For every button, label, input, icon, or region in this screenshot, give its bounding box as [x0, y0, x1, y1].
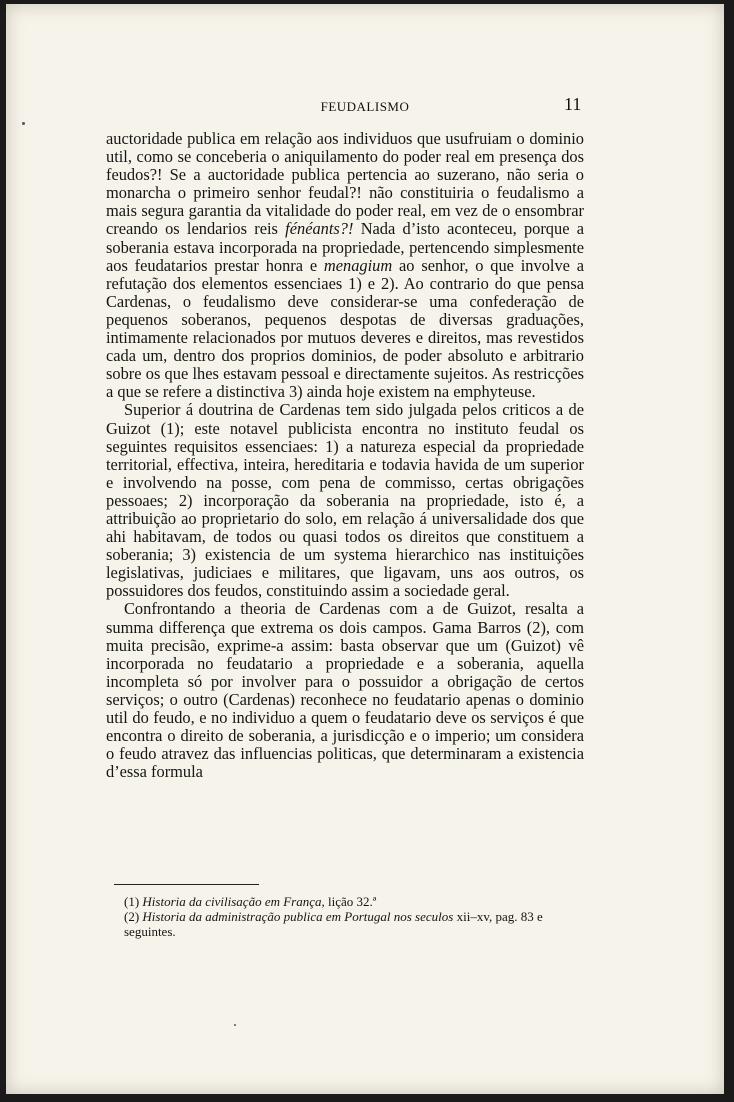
page-number: 11 [564, 94, 582, 114]
italic-term: fénéants?! [285, 219, 354, 239]
footnotes [106, 894, 584, 939]
footnote: (1) Historia da civilisação em França, lição 32.ª [124, 894, 377, 909]
italic-term: menagium [323, 255, 393, 275]
page [6, 4, 724, 1094]
footnote-divider [114, 884, 259, 885]
running-header: FEUDALISMO [320, 99, 410, 114]
paper-speck [234, 1024, 236, 1026]
paper-speck [22, 122, 25, 125]
paragraph: Superior á doutrina de Cardenas tem sido julgada pelos criticos a de Guizot (1); este notavel publicista encontra no instituto feudal os seguintes requisitos essenciaes: 1) a natureza especial da propriedade territorial, effectiva, inteira, hereditaria e todavia havida de um superior e involvendo na posse, com pena de commisso, certas obrigações pessoaes; 2) incorporação da soberania na propriedade, isto é, a attribuição ao proprietario do solo, em relação á universalidade dos que ahi habitavam, de todos ou quasi todos os direitos que constituem a soberania; 3) existencia de um systema hierarchico nas instituições legislativas, judiciaes e militares, que ligavam, uns aos outros, os possuidores dos feudos, constituindo assim a sociedade geral. [106, 400, 584, 601]
paragraph: Confrontando a theoria de Cardenas com a de Guizot, resalta a summa differença que extrema os dois campos. Gama Barros (2), com muita precisão, exprime-a assim: basta observar que um (Guizot) vê incorporada no feudatario a propriedade e a soberania, aquella incompleta só por involver para o possuidor a obrigação de certos serviços; o outro (Cardenas) reconhece no feudatario apenas o dominio util do feudo, e no individuo a quem o feudatario deve os serviços é que encontra o direito de soberania, a jurisdicção e o imperio; um considera o feudo atravez das influencias politicas, que determinaram a existencia d’essa formula [106, 599, 584, 782]
footnote: (2) Historia da administração publica em Portugal nos seculos xii–xv, pag. 83 e seguintes. [124, 909, 543, 939]
body-text [106, 130, 584, 781]
paragraph: auctoridade publica em relação aos individuos que usufruiam o dominio util, como se conceberia o aniquilamento do poder real em presença dos feudos?! Se a auctoridade publica pertencia ao suzerano, não seria o monarcha o primeiro senhor feudal?! não constituiria o feudalismo a mais segura garantia da vitalidade do poder real, em vez de o ensombrar creando os lendarios reis fénéants?! Nada d’isto aconteceu, porque a soberania estava incorporada na propriedade, pertencendo simplesmente aos feudatarios prestar honra e menagium ao senhor, o que involve a refutação dos elementos essenciaes 1) e 2). Ao contrario do que pensa Cardenas, o feudalismo deve considerar-se uma confederação de pequenos soberanos, pequenos despotas de diversas graduações, intimamente relacionados por mutuos deveres e direitos, mas revestidos cada um, dentro dos proprios dominios, de poder absoluto e arbitrario sobre os que lhes estavam pessoal e directamente sujeitos. As restricções a que se refere a distinctiva 3) ainda hoje existem na emphyteuse. [106, 129, 585, 402]
